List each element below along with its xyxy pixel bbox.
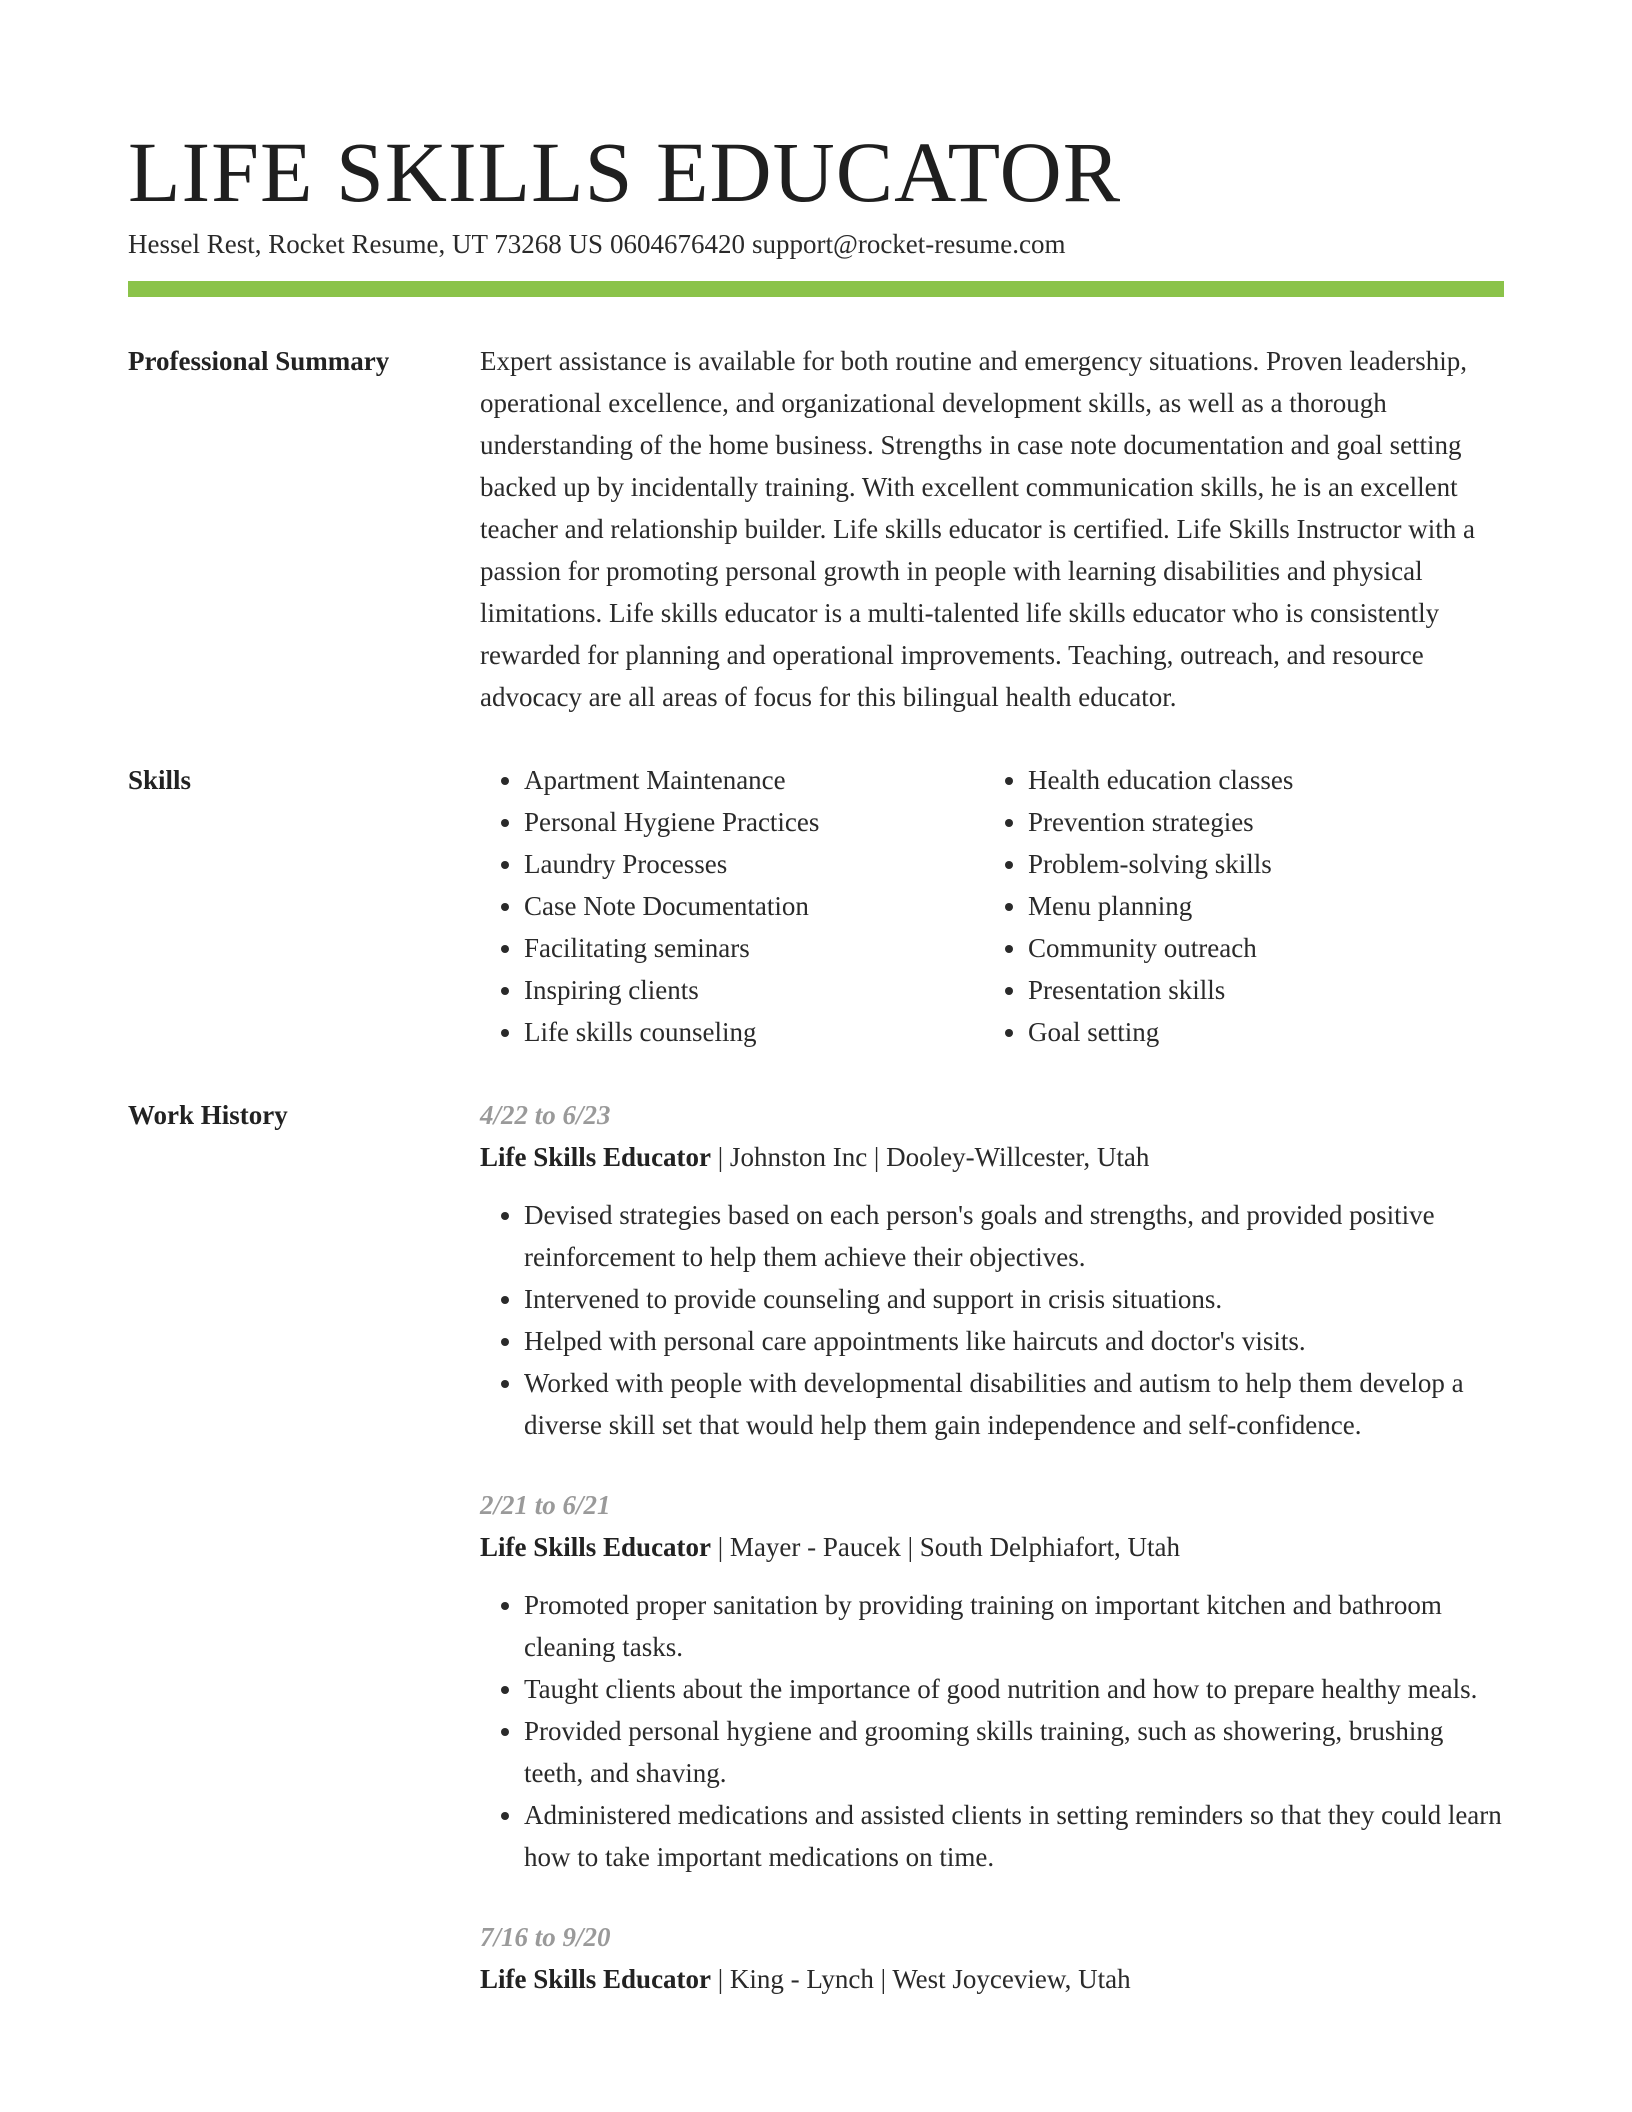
job-title: Life Skills Educator bbox=[480, 1532, 712, 1562]
skill-item: • Menu planning bbox=[1028, 885, 1293, 927]
job-bullet: • Intervened to provide counseling and support in crisis situations. bbox=[524, 1278, 1504, 1320]
skills-label: Skills bbox=[128, 765, 192, 795]
job-bullet: • Worked with people with developmental disabilities and autism to help them develop a diverse skill set that would help them gain independence and self-confidence. bbox=[524, 1362, 1504, 1446]
skill-item: • Laundry Processes bbox=[524, 843, 984, 885]
job-dates: 4/22 to 6/23 bbox=[480, 1100, 611, 1130]
contact-line bbox=[128, 226, 1504, 262]
skill-item: • Facilitating seminars bbox=[524, 927, 984, 969]
job-bullet: • Taught clients about the importance of good nutrition and how to prepare healthy meals. bbox=[524, 1668, 1504, 1710]
job-employer-location: | Johnston Inc | Dooley-Willcester, Utah bbox=[711, 1142, 1150, 1172]
skill-item: • Goal setting bbox=[1028, 1011, 1293, 1053]
skill-item: • Community outreach bbox=[1028, 927, 1293, 969]
job-title: Life Skills Educator bbox=[480, 1142, 712, 1172]
summary-text: Expert assistance is available for both routine and emergency situations. Proven leadership, operational excellence, and organizational development skills, as well as a thorough understanding of the home business. Strengths in case note documentation and goal setting backed up by incidentally training. With excellent communication skills, he is an excellent teacher and relationship builder. Life skills educator is certified. Life Skills Instructor with a passion for promoting personal growth in people with learning disabilities and physical limitations. Life skills educator is a multi-talented life skills educator who is consistently rewarded for planning and operational improvements. Teaching, outreach, and resource advocacy are all areas of focus for this bilingual health educator. bbox=[480, 346, 1475, 712]
job-title: Life Skills Educator bbox=[480, 1964, 712, 1994]
skill-item: • Case Note Documentation bbox=[524, 885, 984, 927]
skill-item: • Health education classes bbox=[1028, 759, 1293, 801]
job-heading bbox=[480, 1136, 1504, 1178]
job-dates: 2/21 to 6/21 bbox=[480, 1490, 611, 1520]
job-bullets bbox=[480, 1584, 1504, 1878]
summary-label: Professional Summary bbox=[128, 346, 390, 376]
skill-item: • Personal Hygiene Practices bbox=[524, 801, 984, 843]
contact-email: support@rocket-resume.com bbox=[751, 229, 1066, 259]
job-bullets bbox=[480, 1194, 1504, 1446]
job-heading bbox=[480, 1526, 1504, 1568]
job-entry bbox=[480, 1484, 1504, 1878]
contact-phone: 0604676420 bbox=[609, 229, 745, 259]
skill-item: • Life skills counseling bbox=[524, 1011, 984, 1053]
job-employer-location: | King - Lynch | West Joyceview, Utah bbox=[711, 1964, 1131, 1994]
job-bullet: • Administered medications and assisted clients in setting reminders so that they could learn how to take important medications on time. bbox=[524, 1794, 1504, 1878]
summary-section bbox=[128, 346, 1504, 718]
work-history-label: Work History bbox=[128, 1100, 288, 1130]
job-bullet: • Provided personal hygiene and grooming skills training, such as showering, brushing teeth, and shaving. bbox=[524, 1710, 1504, 1794]
job-dates: 7/16 to 9/20 bbox=[480, 1922, 611, 1952]
resume-page bbox=[128, 118, 1504, 2038]
skills-list-left bbox=[480, 759, 984, 1053]
skill-item: • Problem-solving skills bbox=[1028, 843, 1293, 885]
accent-divider bbox=[128, 281, 1504, 297]
skills-list-right bbox=[984, 759, 1293, 1053]
job-bullet: • Devised strategies based on each person's goals and strengths, and provided positive reinforcement to help them achieve their objectives. bbox=[524, 1194, 1504, 1278]
resume-name: LIFE SKILLS EDUCATOR bbox=[128, 124, 1122, 220]
job-entry bbox=[480, 1094, 1504, 1446]
work-history-section bbox=[128, 1100, 1504, 2038]
job-employer-location: | Mayer - Paucek | South Delphiafort, Utah bbox=[711, 1532, 1180, 1562]
skill-item: • Presentation skills bbox=[1028, 969, 1293, 1011]
skills-section bbox=[128, 765, 1504, 1053]
job-entry bbox=[480, 1916, 1504, 2000]
contact-address: Hessel Rest, Rocket Resume, UT 73268 US bbox=[128, 229, 603, 259]
job-heading bbox=[480, 1958, 1504, 2000]
skill-item: • Inspiring clients bbox=[524, 969, 984, 1011]
skill-item: • Prevention strategies bbox=[1028, 801, 1293, 843]
skill-item: • Apartment Maintenance bbox=[524, 759, 984, 801]
job-bullet: • Promoted proper sanitation by providing training on important kitchen and bathroom cleaning tasks. bbox=[524, 1584, 1504, 1668]
job-bullet: • Helped with personal care appointments like haircuts and doctor's visits. bbox=[524, 1320, 1504, 1362]
